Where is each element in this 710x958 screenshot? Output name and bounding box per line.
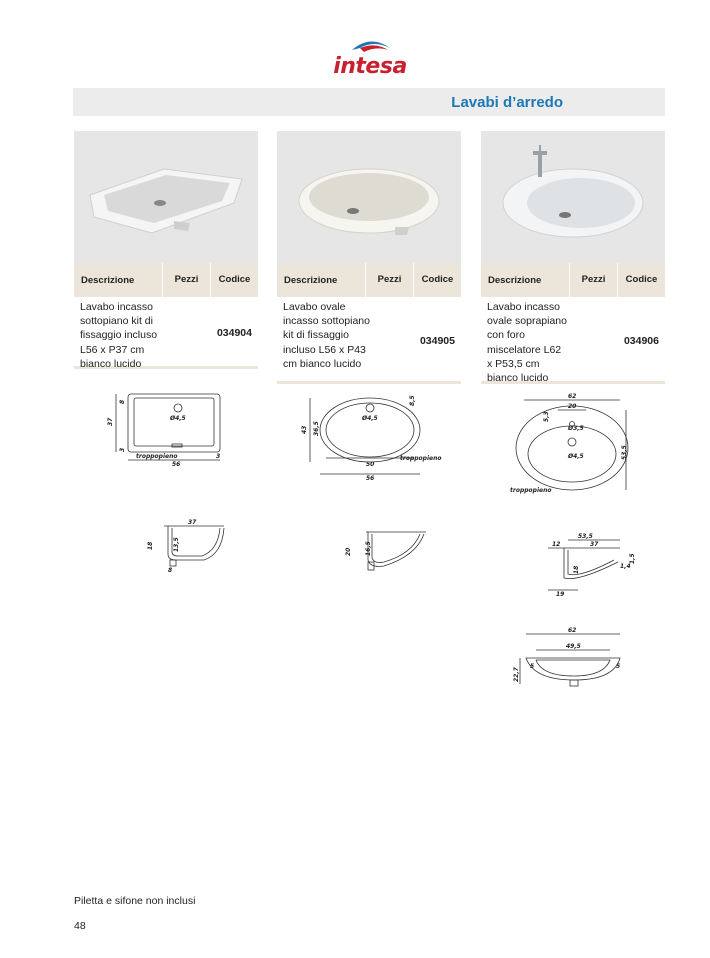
dim-top: 5,3 [543,411,550,422]
product-photo-oval-basin [277,131,461,263]
technical-drawing-side-view-1 [144,514,234,576]
dim-left: 5 [530,663,535,670]
product-description: Lavabo ovale incasso sottopiano kit di fissaggio incluso L56 x P43 cm bianco lucido [283,301,370,370]
table-header [277,263,461,297]
dim-height: 37 [107,417,114,426]
product-photo-countertop-basin [481,131,665,263]
table-header [74,263,258,297]
table-row [74,297,258,369]
header-pieces: Pezzi [365,263,413,297]
technical-drawing-top-view-2 [300,390,440,486]
dim-foot: 8 [168,567,173,574]
table-row [481,297,665,384]
product-photo-rect-basin [74,131,258,263]
dim-bottom: 3 [119,447,126,452]
page-number: 48 [74,920,86,932]
header-description: Descrizione [284,274,338,286]
dim-width: 53,5 [578,533,593,540]
dim-height: 43 [301,425,308,434]
label-overflow: troppopieno [136,453,178,460]
dim-inner: 13,5 [173,537,180,552]
dim-width-inner: 20 [568,403,577,410]
dim-top: 8,5 [409,395,416,406]
header-description: Descrizione [81,274,135,286]
header-pieces: Pezzi [162,263,210,297]
technical-drawing-side-view-3 [538,530,638,600]
dim-left: 12 [552,541,561,548]
header-description: Descrizione [488,274,542,286]
dim-inner: 16,5 [365,541,372,556]
label-overflow: troppopieno [400,455,442,462]
technical-drawing-side-view-2 [340,526,430,576]
product-column-2 [277,131,461,384]
page-title: Lavabi d’arredo [451,94,563,111]
dim-height: 18 [147,541,154,550]
product-description: Lavabo incasso sottopiano kit di fissaggio incluso L56 x P37 cm bianco lucido [80,301,158,370]
dim-mid: 37 [590,541,599,548]
dim-tap: Ø3,5 [568,425,584,432]
technical-drawing-top-view-1 [108,388,238,472]
brand-logo [330,36,410,80]
dim-width: 62 [568,627,577,634]
brand-name: intesa [333,54,407,79]
header-code: Codice [617,263,665,297]
product-code: 034904 [216,327,252,339]
dim-right: 5 [616,663,621,670]
header-pieces: Pezzi [569,263,617,297]
dim-width-inner: 50 [366,461,375,468]
dim-top: 8 [119,399,126,404]
dim-height: 20 [345,547,352,556]
dim-width: 56 [366,475,375,482]
table-header [481,263,665,297]
dim-rim: 1,5 [629,553,636,564]
dim-height: 53,5 [621,445,628,460]
dim-hole: Ø4,5 [170,415,186,422]
technical-drawing-front-view-3 [510,626,630,690]
footer-note: Piletta e sifone non inclusi [74,895,196,907]
product-code: 034906 [623,334,659,347]
dim-right: 3 [216,453,221,460]
dim-height: 18 [573,565,580,574]
table-row [277,297,461,384]
technical-drawing-top-view-3 [508,390,638,494]
section-header [73,88,665,116]
dim-width-inner: 49,5 [566,643,581,650]
dim-width: 37 [188,519,197,526]
dim-foot: 19 [556,591,565,598]
dim-width: 56 [172,461,181,468]
dim-width: 62 [568,393,577,400]
dim-hole: Ø4,5 [568,453,584,460]
dim-height: 22,7 [513,667,520,682]
header-code: Codice [210,263,258,297]
product-description: Lavabo incasso ovale soprapiano con foro miscelatore L62 x P53,5 cm bianco lucido [487,301,567,385]
dim-inner: 36,5 [313,421,320,436]
dim-hole: Ø4,5 [362,415,378,422]
product-column-1 [74,131,258,369]
dim-lip: 1,4 [620,563,631,570]
label-overflow: troppopieno [510,487,552,494]
product-column-3 [481,131,665,384]
product-code: 034905 [419,334,455,347]
header-code: Codice [413,263,461,297]
